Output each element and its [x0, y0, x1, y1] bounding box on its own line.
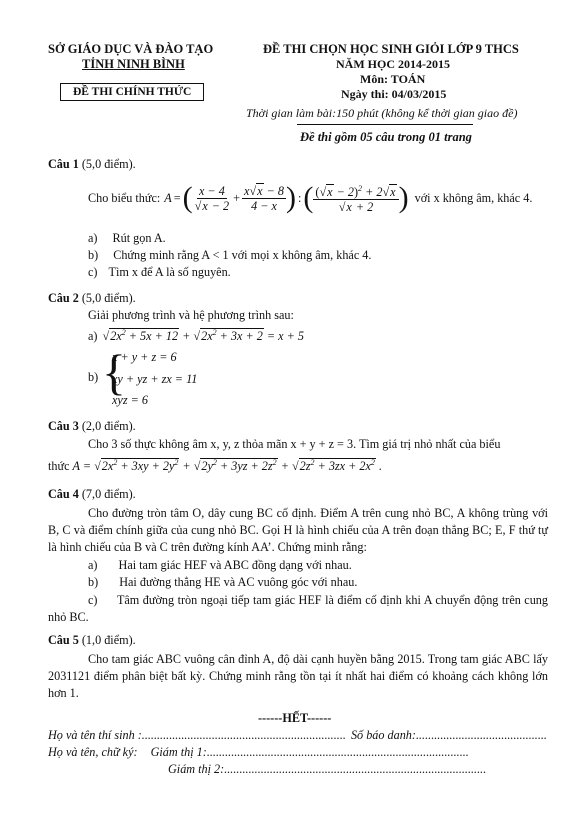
q1-item-c-text: Tìm x để A là số nguyên. [108, 265, 231, 279]
end-marker: ------HẾT------ [258, 711, 332, 725]
province-name: TỈNH NINH BÌNH [82, 57, 185, 71]
q2-points: (5,0 điểm). [81, 291, 136, 305]
expr-paren-close-2: ) [398, 181, 409, 214]
q3-expression: $A = √2x^2 + 3xy + 2y^2 + √2y^2 + 3yz + 2z^2 + √2z^2 + 3zx + 2x^2$ . [72, 458, 382, 474]
expr-paren-open-1: ( [182, 181, 193, 214]
department-name: SỞ GIÁO DỤC VÀ ĐÀO TẠO [48, 42, 214, 56]
page-count-note: Đề thi gồm 05 câu trong 01 trang [300, 130, 472, 144]
q1-expression [88, 176, 532, 220]
q3-text-1: Cho 3 số thực không âm x, y, z thỏa mãn x + y + z = 3. Tìm giá trị nhỏ nhất của biểu [88, 437, 501, 451]
supervisor-line-1 [48, 745, 469, 760]
q1-item-c [88, 265, 231, 280]
q1-title: Câu 1 [48, 157, 79, 171]
candidate-number-dots: ........................................... [415, 728, 547, 742]
q4-item-c-text: Tâm đường tròn ngoại tiếp tam giác HEF là điểm cố định khi A chuyển động trên cung nhỏ BC. [48, 593, 548, 624]
q4-item-a [88, 558, 352, 573]
exam-title: ĐỀ THI CHỌN HỌC SINH GIỎI LỚP 9 THCS [263, 42, 519, 56]
expr-paren-close-1: ) [286, 181, 296, 214]
candidate-name-line [48, 728, 547, 743]
q2-b-label: b) [88, 370, 99, 384]
q1-item-a [88, 231, 166, 246]
q1-points: (5,0 điểm). [81, 157, 136, 171]
q1-item-a-label: a) [88, 231, 98, 245]
subject: Môn: TOÁN [360, 72, 426, 86]
candidate-number-label: Số báo danh: [350, 728, 416, 742]
q1-item-b-text: Chứng minh rằng A < 1 với mọi x không âm, khác 4. [113, 248, 372, 262]
supervisor-2-dots: ...................................................................................... [224, 762, 487, 776]
expr-paren-open-2: ( [303, 181, 314, 214]
official-exam-label: ĐỀ THI CHÍNH THỨC [60, 83, 204, 101]
q4-points: (7,0 điểm). [81, 487, 136, 501]
q5-text: Cho tam giác ABC vuông cân đỉnh A, độ dài cạnh huyền bằng 2015. Trong tam giác ABC lấy 2031121 điểm phân biệt bất kỳ. Chứng minh rằng tồn tại ít nhất hai điểm có khoảng cách không lớn hơn 1. [48, 652, 548, 700]
supervisor-1-label: Giám thị 1: [150, 745, 207, 759]
q2-equation-a [88, 328, 304, 344]
expr-plus: + [233, 190, 241, 205]
q4-text: Cho đường tròn tâm O, dây cung BC cố định. Điểm A trên cung nhỏ BC, A không trùng với B, C và điểm chính giữa của cung nhỏ BC. Gọi H là hình chiếu của A trên đoạn thẳng BC; E, F thứ tự là hình chiếu của B và C trên đường kính AA’. Chứng minh rằng: [48, 506, 548, 554]
q4-item-c [48, 592, 548, 626]
q2-a-equation: $√2x^2 + 5x + 12 + √2x^2 + 3x + 2 = x + 5$ [102, 328, 304, 344]
q2-heading [48, 291, 136, 306]
q3-title: Câu 3 [48, 419, 79, 433]
q1-item-b [88, 248, 371, 263]
q3-points: (2,0 điểm). [81, 419, 136, 433]
q4-item-b [88, 575, 357, 590]
q1-intro: Cho biểu thức: [88, 190, 161, 205]
expr-frac-1: $\frac{x - 4}{√x - 2}$ [194, 183, 230, 213]
q3-text-2-prefix: thức [48, 459, 70, 474]
q1-item-a-text: Rút gọn A. [112, 231, 166, 245]
q3-heading [48, 419, 136, 434]
expr-frac-3: $\frac{(√x - 2)^2 + 2√x}{√x + 2}$ [313, 182, 398, 214]
q4-item-b-label: b) [88, 575, 99, 589]
system-eq-3: xyz = 6 [112, 393, 148, 407]
q4-item-a-text: Hai tam giác HEF và ABC đồng dạng với nhau. [118, 558, 352, 572]
time-note: Thời gian làm bài:150 phút (không kể thời gian giao đề) [246, 106, 518, 120]
candidate-name-label: Họ và tên thí sinh : [48, 728, 142, 742]
q2-title: Câu 2 [48, 291, 79, 305]
system-brace: { [102, 344, 126, 400]
expr-frac-2: $\frac{x√x - 8}{4 - x}$ [244, 183, 284, 213]
q1-condition: với x không âm, khác 4. [414, 190, 533, 205]
exam-date: Ngày thi: 04/03/2015 [341, 87, 447, 101]
q5-title: Câu 5 [48, 633, 79, 647]
expr-a-symbol: A [164, 190, 172, 205]
q1-heading [48, 157, 136, 172]
supervisor-signature-label: Họ và tên, chữ ký: [48, 745, 138, 759]
q4-item-c-label: c) [88, 593, 98, 607]
q4-title: Câu 4 [48, 487, 79, 501]
q2-intro: Giải phương trình và hệ phương trình sau: [88, 308, 294, 322]
supervisor-2-label: Giám thị 2: [168, 762, 225, 776]
q5-points: (1,0 điểm). [81, 633, 136, 647]
candidate-name-dots: ................................................................... [141, 728, 346, 742]
q4-heading [48, 487, 136, 502]
q1-item-b-label: b) [88, 248, 99, 262]
header-divider [297, 124, 473, 125]
supervisor-line-2 [168, 762, 486, 777]
q2-a-label: a) [88, 329, 98, 344]
q3-text-2 [48, 458, 382, 474]
school-year: NĂM HỌC 2014-2015 [336, 57, 450, 71]
system-eq-1: x + y + z = 6 [112, 350, 177, 364]
q5-heading [48, 633, 136, 648]
expr-equals: = [173, 190, 181, 205]
expr-divide: : [298, 190, 302, 205]
q4-item-b-text: Hai đường thẳng HE và AC vuông góc với nhau. [119, 575, 358, 589]
supervisor-1-dots: ...................................................................................... [206, 745, 469, 759]
q4-item-a-label: a) [88, 558, 98, 572]
system-eq-2: xy + yz + zx = 11 [112, 372, 198, 386]
q1-item-c-label: c) [88, 265, 98, 279]
